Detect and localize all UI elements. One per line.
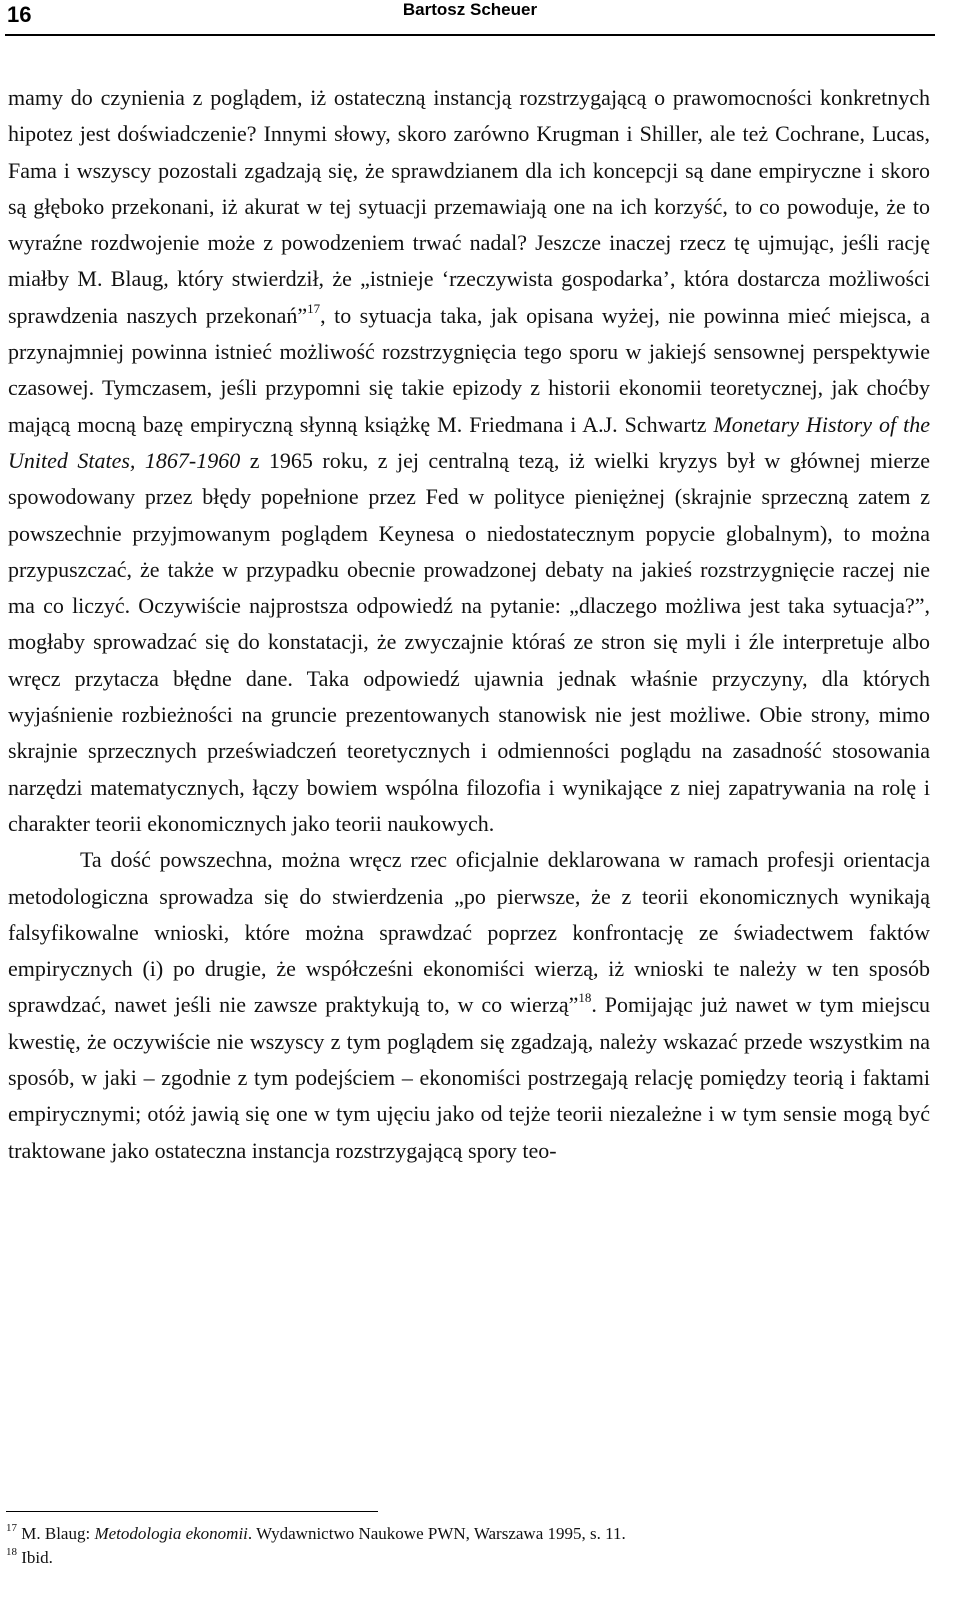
footnote-ref-18: 18 — [578, 990, 592, 1006]
running-head: Bartosz Scheuer — [402, 0, 538, 19]
paragraph-2-text-b: . Pomijając już nawet w tym miejscu kwestię, że oczywiście nie wszyscy z tym poglądem się zgadzają, należy wskazać przede wszystkim na sposób, w jaki – zgodnie z tym podejściem – ekonomiści postrzegają relację pomiędzy teorią i faktami empirycznymi; otóż jawią się one w tym ujęciu jako od tejże teorii niezależne i w tym sensie mogą być traktowane jako ostateczna instancja rozstrzygającą spory teo- — [8, 992, 930, 1163]
paragraph-1-text-c: z 1965 roku, z jej centralną tezą, iż wielki kryzys był w głównej mierze spowodowany przez błędy popełnione przez Fed w polityce pieniężnej (skrajnie sprzeczną zatem z powszechnie przyjmowanym poglądem Keynesa o niedostatecznym popycie globalnym), to można przypuszczać, że także w przypadku obecnie prowadzonej debaty na jakieś rozstrzygnięcie raczej nie ma co liczyć. Oczywiście najprostsza odpowiedź na pytanie: „dlaczego możliwa jest taka sytuacja?”, mogłaby sprowadzać się do konstatacji, że zwyczajnie któraś ze stron się myli i źle interpretuje albo wręcz przytacza błędne dane. Taka odpowiedź ujawnia jednak właśnie przyczyny, dla których wyjaśnienie rozbieżności na gruncie prezentowanych stanowisk nie jest możliwe. Obie strony, mimo skrajnie sprzecznych przeświadczeń teoretycznych i odmienności poglądu na zasadność stosowania narzędzi matematycznych, łączy bowiem wspólna filozofia i wynikające z niej zapatrywania na rolę i charakter teorii ekonomicznych jako teorii naukowych. — [8, 447, 930, 836]
footnote-separator — [6, 1511, 378, 1512]
footnote-17 — [6, 1522, 926, 1546]
paragraph-1-text-b: , to sytuacja taka, jak opisana wyżej, nie powinna mieć miejsca, a przynajmniej powinna istnieć możliwość rozstrzygnięcia tego sporu w jakiejś sensownej perspektywie czasowej. Tymczasem, jeśli przypomni się takie epizody z historii ekonomii teoretycznej, jak choćby mającą mocną bazę empiryczną słynną książkę M. Friedmana i A.J. Schwartz — [8, 302, 931, 437]
footnote-number: 17 — [6, 1522, 17, 1534]
page-number: 16 — [7, 2, 32, 27]
body-text — [8, 80, 930, 1169]
paragraph-2 — [8, 842, 930, 1169]
paragraph-2-text-a: Ta dość powszechna, można wręcz rzec oficjalnie deklarowana w ramach profesji orientacja metodologiczna sprowadza się do stwierdzenia „po pierwsze, że z teorii ekonomicznych wynikają falsyfikowalne wnioski, które można sprawdzać poprzez konfrontację ze świadectwem faktów empirycznych (i) po drugie, że współcześni ekonomiści wierzą, iż wnioski te należy w ten sposób sprawdzać, nawet jeśli nie zawsze praktykują to, w co wierzą” — [8, 847, 930, 1018]
page-header — [5, 0, 935, 36]
paragraph-1-text-a: mamy do czynienia z poglądem, iż ostateczną instancją rozstrzygającą o prawomocności konkretnych hipotez jest doświadczenie? Innymi słowy, skoro zarówno Krugman i Shiller, ale też Cochrane, Lucas, Fama i wszyscy pozostali zgadzają się, że sprawdzianem dla ich koncepcji są dane empiryczne i skoro są głęboko przekonani, iż akurat w tej sytuacji przemawiają one na ich korzyść, to co powoduje, że to wyraźne rozdwojenie może z powodzeniem trwać nadal? Jeszcze inaczej rzecz tę ujmując, jeśli rację miałby M. Blaug, który stwierdził, że „istnieje ‘rzeczywista gospodarka’, która dostarcza możliwości sprawdzenia naszych przekonań” — [8, 85, 930, 328]
footnote-text: Ibid. — [17, 1548, 53, 1567]
footnote-details: . Wydawnictwo Naukowe PWN, Warszawa 1995, s. 11. — [247, 1524, 626, 1543]
footnote-ref-17: 17 — [307, 300, 321, 316]
paragraph-1 — [8, 80, 930, 842]
book-title: Monetary History of the United States, 1867-1960 — [8, 411, 930, 473]
footnotes — [6, 1522, 926, 1570]
footnote-18 — [6, 1546, 926, 1570]
footnote-title: Metodologia ekonomii — [94, 1524, 248, 1543]
footnote-number: 18 — [6, 1546, 17, 1558]
footnote-author: M. Blaug: — [17, 1524, 95, 1543]
